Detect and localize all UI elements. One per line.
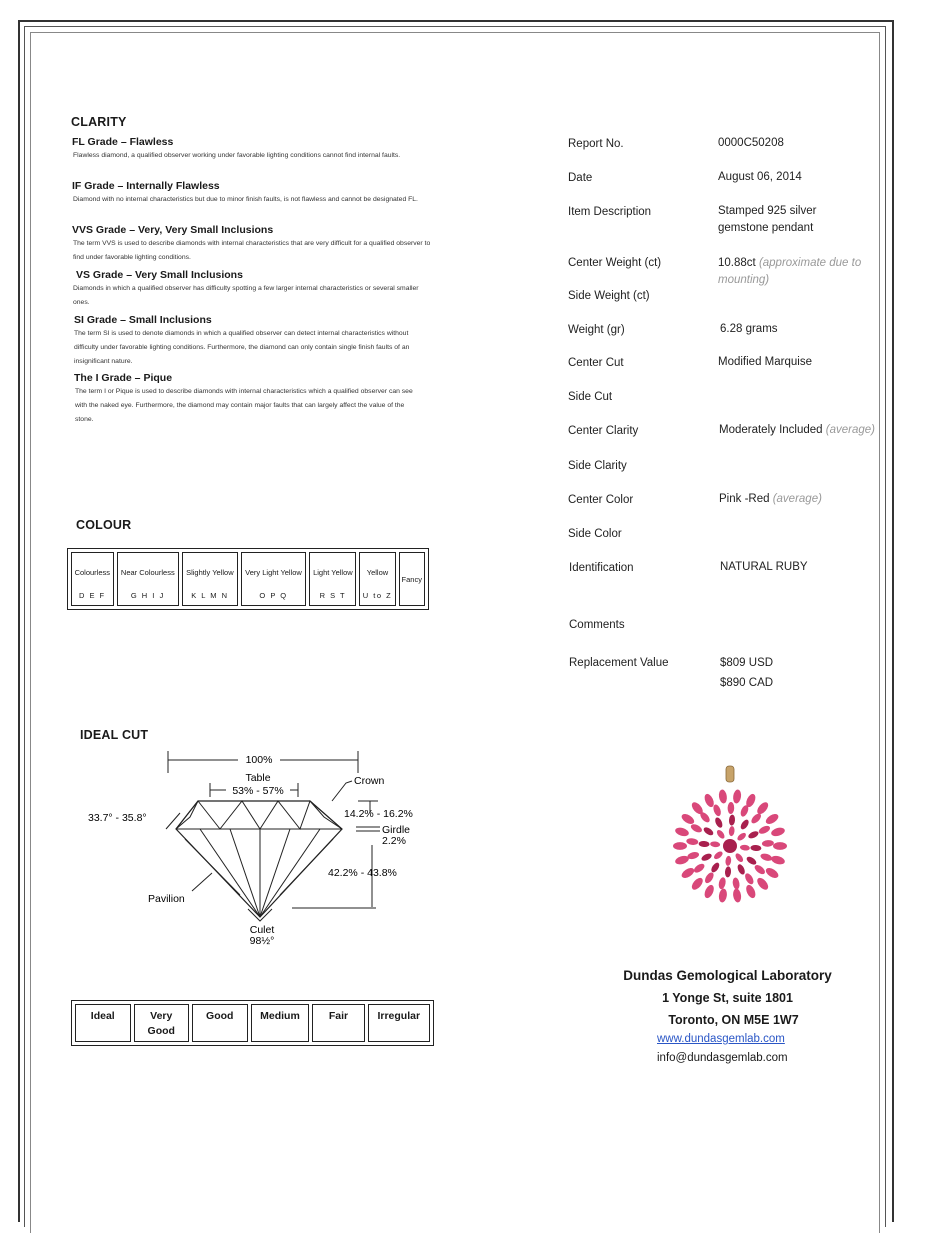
pavilion-facet-1 (200, 829, 260, 917)
value-center-color: Pink -Red (average) (719, 493, 822, 505)
label-crown-angle: 33.7° - 35.8° (88, 812, 147, 824)
value-center-cut: Modified Marquise (718, 356, 812, 368)
label-weight-gr: Weight (gr) (568, 324, 625, 336)
clarity-title: CLARITY (71, 115, 127, 129)
label-side-clarity: Side Clarity (568, 460, 627, 472)
pavilion-leader (192, 873, 212, 891)
ideal-cut-diagram (80, 745, 440, 955)
label-identification: Identification (569, 562, 634, 574)
clarity-grade-i-title: The I Grade – Pique (74, 372, 173, 384)
label-side-weight: Side Weight (ct) (568, 290, 650, 302)
colour-cell-yellow: Yellow U to Z (359, 552, 395, 606)
label-crown-height: 14.2% - 16.2% (344, 808, 413, 820)
clarity-grade-si-title: SI Grade – Small Inclusions (74, 314, 212, 326)
label-table-range: 53% - 57% (232, 785, 284, 797)
cut-grade-fair: Fair (312, 1004, 364, 1042)
pavilion-facet-4 (260, 829, 290, 917)
value-report-no: 0000C50208 (718, 137, 784, 149)
note-center-color: (average) (772, 493, 822, 505)
diamond-outline (176, 801, 342, 917)
label-center-weight: Center Weight (ct) (568, 257, 662, 269)
pendant-gem (773, 842, 787, 850)
label-side-color: Side Color (568, 528, 622, 540)
label-item-description: Item Description (568, 206, 652, 218)
lab-address-line1: 1 Yonge St, suite 1801 (662, 991, 793, 1005)
colour-scale-table (67, 548, 429, 610)
cut-grade-table (71, 1000, 434, 1046)
value-center-clarity: Moderately Included (average) (719, 424, 875, 436)
cut-grade-irregular: Irregular (368, 1004, 430, 1042)
colour-cell-light-yellow: Light Yellow R S T (309, 552, 356, 606)
colour-cell-near-colourless: Near Colourless G H I J (117, 552, 179, 606)
label-pavilion-depth: 42.2% - 43.8% (328, 867, 397, 879)
value-center-weight: 10.88ct (approximate due to mounting) (718, 257, 862, 286)
label-100-percent: 100% (245, 754, 273, 766)
label-culet-value: 98½° (249, 935, 275, 947)
label-culet: Culet (249, 924, 275, 936)
note-center-clarity: (average) (825, 424, 875, 436)
lab-address-line2: Toronto, ON M5E 1W7 (668, 1013, 799, 1027)
lab-email: info@dundasgemlab.com (657, 1052, 788, 1064)
crown-facets (176, 801, 342, 829)
value-identification: NATURAL RUBY (720, 561, 808, 573)
pendant-gem (673, 842, 687, 850)
label-girdle-pct: 2.2% (382, 835, 406, 847)
clarity-grade-fl-title: FL Grade – Flawless (72, 136, 174, 148)
colour-cell-colourless: Colourless D E F (71, 552, 114, 606)
ruby-pendant-image (660, 760, 800, 910)
value-replacement-cad: $890 CAD (720, 677, 774, 689)
colour-cell-slightly-yellow: Slightly Yellow K L M N (182, 552, 238, 606)
cut-grade-ideal: Ideal (75, 1004, 131, 1042)
ideal-cut-title: IDEAL CUT (80, 728, 149, 742)
label-side-cut: Side Cut (568, 391, 613, 403)
pavilion-facet-2 (230, 829, 260, 917)
clarity-grade-vs-desc: Diamonds in which a qualified observer has difficulty spotting a few larger internal characteristics or several smaller ones. (73, 285, 419, 306)
value-item-description: Stamped 925 silver gemstone pendant (718, 205, 817, 234)
label-date: Date (568, 172, 593, 184)
value-date: August 06, 2014 (718, 171, 802, 183)
clarity-grade-if-title: IF Grade – Internally Flawless (72, 180, 220, 192)
label-center-clarity: Center Clarity (568, 425, 639, 437)
clarity-grade-vvs-desc: The term VVS is used to describe diamonds with internal characteristics that are very difficult for a qualified observer to find under favorable lighting conditions. (73, 240, 431, 261)
clarity-grade-fl-desc: Flawless diamond, a qualified observer working under favorable lighting conditions cannot find internal faults. (73, 152, 401, 159)
label-crown: Crown (354, 775, 385, 787)
lab-website-link[interactable]: www.dundasgemlab.com (657, 1033, 785, 1045)
cut-grade-good: Good (192, 1004, 248, 1042)
lab-name: Dundas Gemological Laboratory (623, 968, 832, 983)
colour-cell-fancy: Fancy (399, 552, 425, 606)
label-table: Table (245, 772, 271, 784)
label-replacement-value: Replacement Value (569, 657, 669, 669)
label-center-color: Center Color (568, 494, 634, 506)
clarity-grade-vs-title: VS Grade – Very Small Inclusions (76, 269, 243, 281)
colour-title: COLOUR (76, 518, 132, 532)
clarity-grade-if-desc: Diamond with no internal characteristics but due to minor finish faults, is not flawless and cannot be designated FL. (73, 196, 418, 203)
clarity-grade-vvs-title: VVS Grade – Very, Very Small Inclusions (72, 224, 274, 236)
pendant-bail (726, 766, 734, 782)
clarity-grade-i-desc: The term I or Pique is used to describe diamonds with internal characteristics which a qualified observer can see with the naked eye. Furthermore, the diamond may contain major faults that can largely affect the value of the stone. (75, 388, 413, 423)
label-comments: Comments (569, 619, 625, 631)
cut-grade-medium: Medium (251, 1004, 310, 1042)
pavilion-facet-7 (280, 839, 333, 895)
cut-grade-very-good: Very Good (134, 1004, 190, 1042)
label-center-cut: Center Cut (568, 357, 624, 369)
note-center-weight: (approximate due to mounting) (718, 257, 862, 286)
value-replacement-usd: $809 USD (720, 657, 774, 669)
label-girdle: Girdle (382, 824, 411, 836)
label-report-no: Report No. (568, 138, 624, 150)
crown-leader (332, 781, 352, 801)
label-pavilion: Pavilion (148, 893, 185, 905)
pendant-center-gem (723, 839, 737, 853)
clarity-grade-si-desc: The term SI is used to denote diamonds in which a qualified observer can detect internal characteristics without difficulty under favorable lighting conditions. Furthermore, the diamond can only contain single finish faults of an insignificant nature. (74, 330, 410, 365)
value-weight-gr: 6.28 grams (720, 323, 778, 335)
colour-cell-very-light-yellow: Very Light Yellow O P Q (241, 552, 307, 606)
pavilion-facet-5 (260, 829, 320, 917)
